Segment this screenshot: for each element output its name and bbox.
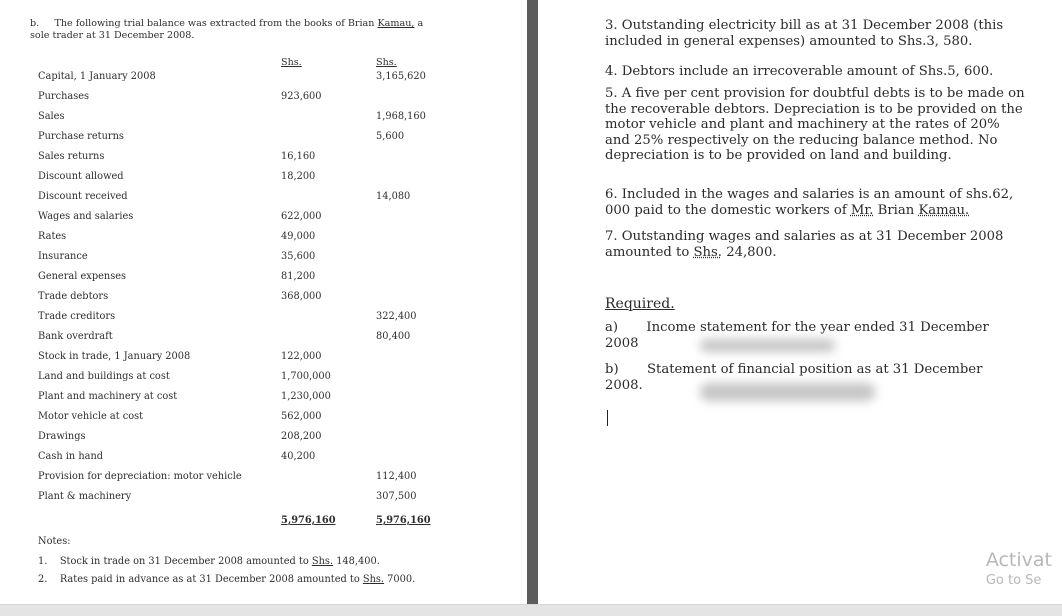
account-label: Discount received <box>38 191 128 202</box>
note-amount: 148,400. <box>336 556 380 567</box>
table-row <box>38 351 458 367</box>
intro-text: The following trial balance was extracted from the books of Brian <box>54 18 375 29</box>
table-row <box>38 251 458 267</box>
table-row <box>38 451 458 467</box>
account-label: Capital, 1 January 2008 <box>38 71 156 82</box>
debit-amount: 622,000 <box>281 211 322 222</box>
note-text: Stock in trade on 31 December 2008 amounted to <box>59 556 309 567</box>
account-label: Cash in hand <box>38 451 104 462</box>
account-label: General expenses <box>38 271 127 282</box>
debit-total: 5,976,160 <box>281 515 336 526</box>
note-1 <box>38 556 380 567</box>
table-row <box>38 331 458 347</box>
debit-amount: 40,200 <box>281 451 316 462</box>
question-label: b. <box>30 18 40 29</box>
intro-line-2: sole trader at 31 December 2008. <box>30 30 195 41</box>
debit-amount: 49,000 <box>281 231 316 242</box>
req-a-text: Income statement for the year ended 31 December <box>646 320 989 335</box>
credit-amount: 3,165,620 <box>376 71 426 82</box>
note-item-7 <box>605 229 1025 260</box>
req-b-year: 2008. <box>605 377 643 393</box>
watermark-line-2: Go to Se <box>985 573 1042 588</box>
question-intro <box>30 18 470 42</box>
table-row <box>38 271 458 287</box>
account-label: Plant & machinery <box>38 491 132 502</box>
table-row <box>38 471 458 487</box>
debit-amount: 16,160 <box>281 151 316 162</box>
item7-amount: 24,800. <box>726 244 777 260</box>
account-label: Plant and machinery at cost <box>38 391 178 402</box>
table-row <box>38 71 458 87</box>
left-document-page <box>0 0 527 610</box>
item6-first-name: Brian <box>877 202 915 218</box>
note-amount: 7000. <box>387 574 416 585</box>
note-item-6 <box>605 187 1025 218</box>
note-item-3: 3. Outstanding electricity bill as at 31 December 2008 (this included in general expenses) amounted to Shs.3, 580. <box>605 18 1004 49</box>
watermark-line-1: Activat <box>985 549 1052 571</box>
debit-amount: 1,700,000 <box>281 371 331 382</box>
account-label: Insurance <box>38 251 88 262</box>
activate-watermark <box>986 548 1052 590</box>
account-label: Sales <box>38 111 65 122</box>
item6-text: 6. Included in the wages and salaries is an amount of shs.62, 000 paid to the domestic workers of <box>605 187 1014 218</box>
req-a-label: a) <box>605 320 619 335</box>
note-text: Rates paid in advance as at 31 December 2008 amounted to <box>59 574 360 585</box>
note-item-5: 5. A five per cent provision for doubtful debts is to be made on the recoverable debtors. Depreciation is to be provided on the motor vehicle and plant and machinery at the rates of 20% and 25% respectively on the reducing balance method. No depreciation is to be provided on land and building. <box>605 86 1025 163</box>
account-label: Trade debtors <box>38 291 109 302</box>
table-row <box>38 91 458 107</box>
account-label: Sales returns <box>38 151 105 162</box>
credit-amount: 322,400 <box>376 311 417 322</box>
account-label: Rates <box>38 231 67 242</box>
debit-amount: 923,600 <box>281 91 322 102</box>
credit-amount: 307,500 <box>376 491 417 502</box>
debit-amount: 208,200 <box>281 431 322 442</box>
table-row <box>38 311 458 327</box>
debit-amount: 562,000 <box>281 411 322 422</box>
credit-amount: 14,080 <box>376 191 411 202</box>
account-label: Discount allowed <box>38 171 124 182</box>
account-label: Motor vehicle at cost <box>38 411 144 422</box>
account-label: Land and buildings at cost <box>38 371 170 382</box>
credit-amount: 80,400 <box>376 331 411 342</box>
table-row <box>38 431 458 447</box>
intro-name: Kamau, <box>377 18 415 29</box>
account-label: Wages and salaries <box>38 211 134 222</box>
account-label: Drawings <box>38 431 86 442</box>
debit-amount: 81,200 <box>281 271 316 282</box>
blurred-text <box>700 383 875 401</box>
credit-amount: 112,400 <box>376 471 417 482</box>
account-label: Trade creditors <box>38 311 116 322</box>
credit-amount: 1,968,160 <box>376 111 426 122</box>
req-a-year: 2008 <box>605 335 639 351</box>
req-b-text: Statement of financial position as at 31 December <box>647 362 983 377</box>
table-row <box>38 231 458 247</box>
table-row <box>38 151 458 167</box>
debit-amount: 122,000 <box>281 351 322 362</box>
req-b-label: b) <box>605 362 619 377</box>
debit-amount: 18,200 <box>281 171 316 182</box>
required-title: Required. <box>605 296 675 312</box>
credit-total: 5,976,160 <box>376 515 431 526</box>
account-label: Purchases <box>38 91 90 102</box>
debit-amount: 35,600 <box>281 251 316 262</box>
table-row <box>38 391 458 407</box>
table-row <box>38 111 458 127</box>
table-row <box>38 491 458 507</box>
note-currency: Shs. <box>311 556 334 567</box>
notes-title: Notes: <box>38 536 71 547</box>
table-row <box>38 131 458 147</box>
account-label: Purchase returns <box>38 131 124 142</box>
item6-title: Mr. <box>850 202 874 218</box>
credit-header: Shs. <box>376 57 397 68</box>
item7-currency: Shs. <box>693 244 722 260</box>
account-label: Stock in trade, 1 January 2008 <box>38 351 191 362</box>
debit-header: Shs. <box>281 57 302 68</box>
note-item-4: 4. Debtors include an irrecoverable amount of Shs.5, 600. <box>605 64 994 79</box>
page-divider <box>527 0 538 610</box>
note-number: 1. <box>38 556 48 567</box>
note-number: 2. <box>38 574 48 585</box>
item7-text: 7. Outstanding wages and salaries as at 31 December 2008 amounted to <box>605 229 1004 260</box>
table-row <box>38 371 458 387</box>
note-currency: Shs. <box>362 574 385 585</box>
table-row <box>38 211 458 227</box>
account-label: Provision for depreciation: motor vehicle <box>38 471 242 482</box>
bottom-strip <box>0 604 1062 616</box>
intro-suffix: a <box>417 18 424 29</box>
item6-surname: Kamau. <box>918 202 970 218</box>
blurred-text <box>700 339 835 352</box>
note-2 <box>38 574 415 585</box>
table-row <box>38 291 458 307</box>
debit-amount: 368,000 <box>281 291 322 302</box>
account-label: Bank overdraft <box>38 331 113 342</box>
table-row <box>38 171 458 187</box>
text-cursor <box>607 410 608 426</box>
table-row <box>38 411 458 427</box>
table-row <box>38 191 458 207</box>
debit-amount: 1,230,000 <box>281 391 331 402</box>
credit-amount: 5,600 <box>376 131 405 142</box>
